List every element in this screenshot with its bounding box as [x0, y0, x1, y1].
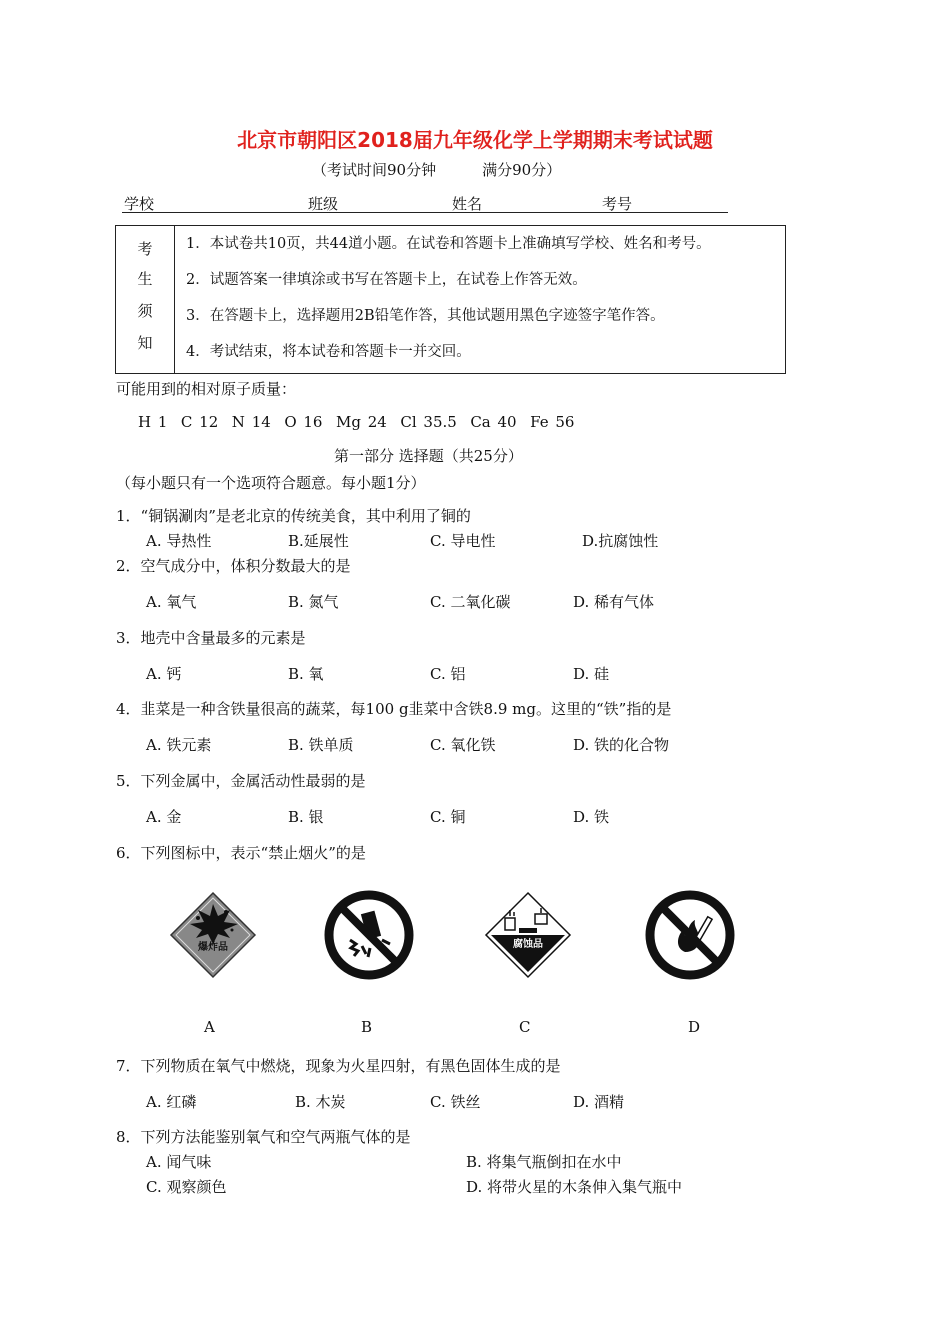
option: B. 铁单质 [288, 736, 354, 754]
option: B.延展性 [288, 532, 349, 550]
atomic-intro: 可能用到的相对原子质量： [116, 380, 297, 398]
option: A. 氧气 [146, 593, 197, 611]
field-name: 姓名 [452, 195, 483, 213]
option: C. 铁丝 [430, 1093, 481, 1111]
notice-char: 知 [137, 334, 153, 352]
option: D. 铁的化合物 [573, 736, 670, 754]
question-stem: 6．下列图标中，表示“禁止烟火”的是 [116, 844, 366, 862]
corrosive-label: 腐蚀品 [513, 939, 543, 950]
symbol-label: B [361, 1018, 373, 1036]
option: D. 酒精 [573, 1093, 625, 1111]
section-title: 第一部分 选择题（共25分） [334, 447, 523, 465]
notice-char: 考 [137, 240, 153, 258]
option: A. 红磷 [146, 1093, 197, 1111]
option: B. 将集气瓶倒扣在水中 [466, 1153, 622, 1171]
notice-char: 须 [137, 302, 153, 320]
question-stem: 1．“铜锅涮肉”是老北京的传统美食，其中利用了铜的 [116, 507, 471, 525]
question-stem: 3．地壳中含量最多的元素是 [116, 629, 306, 647]
option: D. 铁 [573, 808, 610, 826]
question-stem: 8．下列方法能鉴别氧气和空气两瓶气体的是 [116, 1128, 411, 1146]
notice-char: 生 [137, 270, 153, 288]
option: A. 金 [146, 808, 182, 826]
notice-item: 3．在答题卡上，选择题用2B铅笔作答，其他试题用黑色字迹签字笔作答。 [186, 308, 665, 324]
option: B. 木炭 [295, 1093, 346, 1111]
option: C. 氧化铁 [430, 736, 496, 754]
symbol-label: D [688, 1018, 701, 1036]
student-info-line [122, 193, 728, 213]
notice-side-label [116, 226, 175, 373]
section-note: （每小题只有一个选项符合题意。每小题1分） [116, 474, 426, 492]
option: C. 铝 [430, 665, 466, 683]
notice-item: 2．试题答案一律填涂或书写在答题卡上，在试卷上作答无效。 [186, 272, 587, 288]
corrosive-symbol [483, 890, 573, 980]
option: A. 钙 [146, 665, 182, 683]
page-title: 北京市朝阳区2018届九年级化学上学期期末考试试题 [237, 128, 713, 152]
notice-box [115, 225, 786, 374]
symbol-label: A [204, 1018, 215, 1036]
option: C. 二氧化碳 [430, 593, 511, 611]
no-fireworks-symbol [324, 890, 414, 980]
atomic-values: H 1 C 12 N 14 O 16 Mg 24 Cl 35.5 Ca 40 Fe 56 [138, 413, 575, 431]
question-stem: 2．空气成分中，体积分数最大的是 [116, 557, 351, 575]
notice-item: 4．考试结束，将本试卷和答题卡一并交回。 [186, 344, 471, 360]
explosive-label: 爆炸品 [198, 942, 228, 953]
option: D. 稀有气体 [573, 593, 655, 611]
option: C. 导电性 [430, 532, 496, 550]
field-class: 班级 [308, 195, 339, 213]
exam-score: 满分90分） [482, 161, 562, 179]
option: A. 导热性 [146, 532, 212, 550]
notice-item: 1．本试卷共10页，共44道小题。在试卷和答题卡上准确填写学校、姓名和考号。 [186, 236, 711, 252]
question-stem: 7．下列物质在氧气中燃烧，现象为火星四射，有黑色固体生成的是 [116, 1057, 561, 1075]
no-fire-symbol [645, 890, 735, 980]
option: D. 硅 [573, 665, 610, 683]
question-stem: 5．下列金属中，金属活动性最弱的是 [116, 772, 366, 790]
option: A. 闻气味 [146, 1153, 212, 1171]
option: B. 氮气 [288, 593, 339, 611]
option: A. 铁元素 [146, 736, 212, 754]
option: D. 将带火星的木条伸入集气瓶中 [466, 1178, 683, 1196]
exam-time: （考试时间90分钟 [312, 161, 437, 179]
option: C. 观察颜色 [146, 1178, 227, 1196]
option: D.抗腐蚀性 [582, 532, 659, 550]
field-school: 学校 [124, 195, 155, 213]
exam-info [312, 159, 607, 180]
option: B. 氧 [288, 665, 324, 683]
symbol-label: C [519, 1018, 531, 1036]
option: B. 银 [288, 808, 324, 826]
question-stem: 4．韭菜是一种含铁量很高的蔬菜，每100 g韭菜中含铁8.9 mg。这里的“铁”指的是 [116, 700, 672, 718]
field-number: 考号 [602, 195, 633, 213]
option: C. 铜 [430, 808, 466, 826]
explosive-symbol [168, 890, 258, 980]
